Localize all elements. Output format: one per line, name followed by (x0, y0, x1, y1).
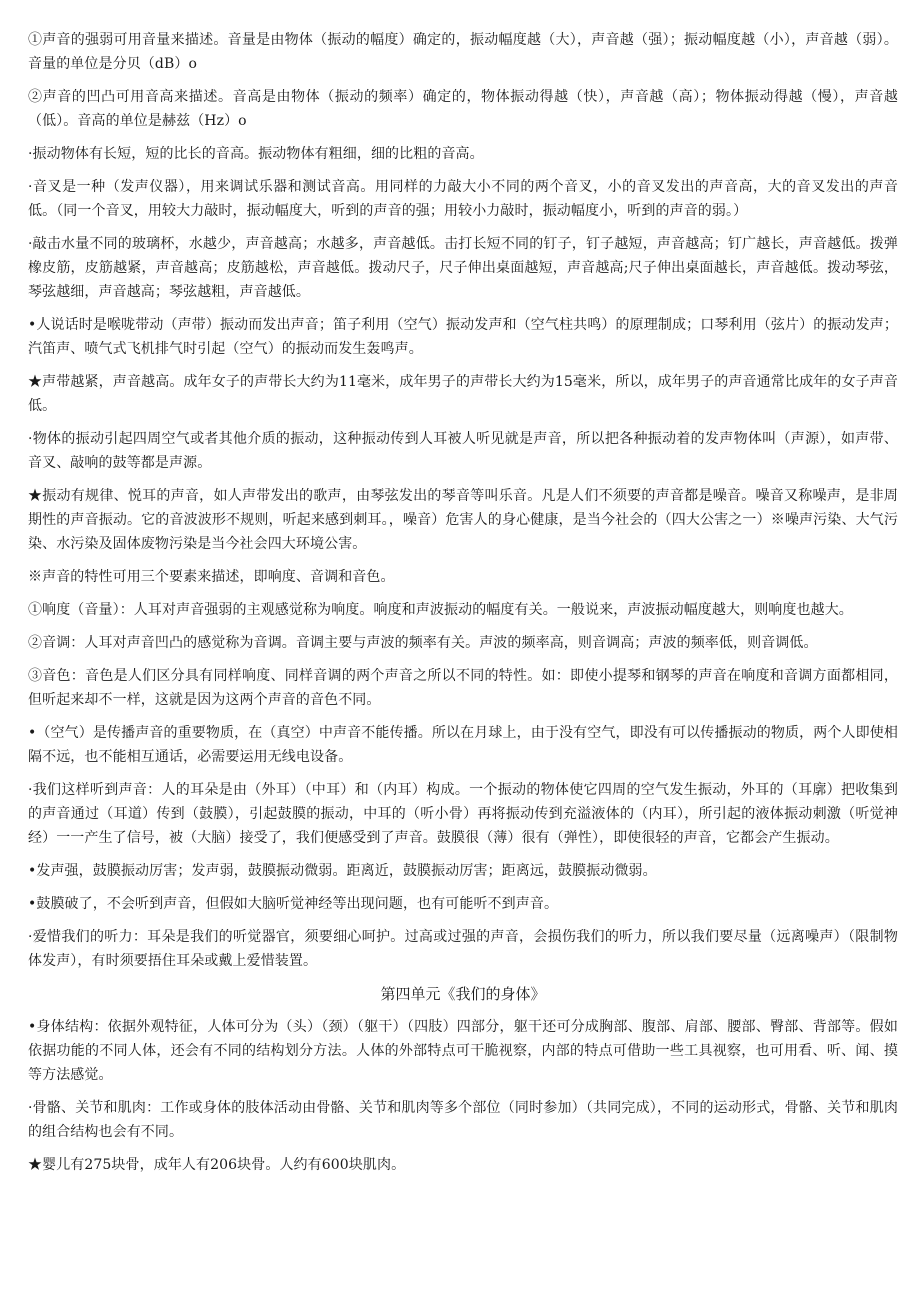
paragraph-tuning-fork: ·音叉是一种（发声仪器），用来调试乐器和测试音高。用同样的力敲大小不同的两个音叉，小的音叉发出的声音高，大的音叉发出的声音低。（同一个音叉，用较大力敲时，振动幅度大，听到的声音的强；用较小力敲时，振动幅度小，听到的声音的弱。） (28, 179, 898, 219)
paragraph-vocal-instruments: •人说话时是喉咙带动（声带）振动而发出声音；笛子利用（空气）振动发声和（空气柱共鸣）的原理制成；口琴利用（弦片）的振动发声；汽笛声、喷气式飞机排气时引起（空气）的振动而发生轰鸣声。 (28, 317, 898, 357)
paragraph-experiments: ·敲击水量不同的玻璃杯，水越少，声音越高；水越多，声音越低。击打长短不同的钉子，钉子越短，声音越高；钉广越长，声音越低。拨弹橡皮筋，皮筋越紧，声音越高；皮筋越松，声音越低。拨动尺子，尺子伸出桌面越短，声音越高;尺子伸出桌面越长，声音越低。拨动琴弦，琴弦越细，声音越高；琴弦越粗，声音越低。 (28, 236, 898, 300)
paragraph-eardrum-vibration: •发声强，鼓膜振动厉害；发声弱，鼓膜振动微弱。距离近，鼓膜振动厉害；距离远，鼓膜振动微弱。 (28, 863, 657, 879)
paragraph-sound-properties: ※声音的特性可用三个要素来描述，即响度、音调和音色。 (28, 569, 395, 585)
paragraph-loudness: ①响度（音量）：人耳对声音强弱的主观感觉称为响度。响度和声波振动的幅度有关。一般说来，声波振动幅度越大，则响度也越大。 (28, 602, 853, 618)
paragraph-sound-source: ·物体的振动引起四周空气或者其他介质的振动，这种振动传到人耳被人听见就是声音，所以把各种振动着的发声物体叫（声源），如声带、音叉、敲响的鼓等都是声源。 (28, 431, 898, 471)
paragraph-bone-count: ★婴儿有275块骨，成年人有206块骨。人约有600块肌肉。 (28, 1157, 406, 1173)
paragraph-timbre: ③音色：音色是人们区分具有同样响度、同样音调的两个声音之所以不同的特性。如：即使小提琴和钢琴的声音在响度和音调方面都相同，但听起来却不一样，这就是因为这两个声音的音色不同。 (28, 668, 898, 708)
paragraph-bones-joints-muscles: ·骨骼、关节和肌肉：工作或身体的肢体活动由骨骼、关节和肌肉等多个部位（同时参加）（共同完成），不同的运动形式，骨骼、关节和肌肉的组合结构也会有不同。 (28, 1100, 898, 1140)
paragraph-body-structure: •身体结构：依据外观特征，人体可分为（头）（颈）（躯干）（四肢）四部分，躯干还可分成胸部、腹部、肩部、腰部、臀部、背部等。假如依据功能的不同人体，还会有不同的结构划分方法。人体的外部特点可干脆视察，内部的特点可借助一些工具视察，也可用看、听、闻、摸等方法感觉。 (28, 1019, 898, 1083)
paragraph-hearing-process: ·我们这样听到声音：人的耳朵是由（外耳）（中耳）和（内耳）构成。一个振动的物体使它四周的空气发生振动，外耳的（耳廓）把收集到的声音通过（耳道）传到（鼓膜），引起鼓膜的振动，中耳的（听小骨）再将振动传到充溢液体的（内耳），所引起的液体振动刺激（听觉神经）一一产生了信号，被（大脑）接受了，我们便感受到了声音。鼓膜很（薄）很有（弹性），即使很轻的声音，它都会产生振动。 (28, 782, 898, 846)
paragraph-noise: ★振动有规律、悦耳的声音，如人声带发出的歌声，由琴弦发出的琴音等叫乐音。凡是人们不须要的声音都是噪音。噪音又称噪声，是非周期性的声音振动。它的音波波形不规则，听起来感到刺耳。，噪音）危害人的身心健康，是当今社会的（四大公害之一）※噪声污染、大气污染、水污染及固体废物污染是当今社会四大环境公害。 (28, 488, 898, 552)
paragraph-tone: ②音调：人耳对声音凹凸的感觉称为音调。音调主要与声波的频率有关。声波的频率高，则音调高；声波的频率低，则音调低。 (28, 635, 818, 651)
paragraph-pitch: ②声音的凹凸可用音高来描述。音高是由物体（振动的频率）确定的，物体振动得越（快），声音越（高）；物体振动得越（慢），声音越（低）。音高的单位是赫兹（Hz）o (28, 89, 898, 129)
paragraph-length-thickness: ·振动物体有长短，短的比长的音高。振动物体有粗细，细的比粗的音高。 (28, 146, 484, 162)
paragraph-volume: ①声音的强弱可用音量来描述。音量是由物体（振动的幅度）确定的，振动幅度越（大），声音越（强）；振动幅度越（小），声音越（弱）。音量的单位是分贝（dB）o (28, 32, 898, 72)
paragraph-eardrum-broken: •鼓膜破了，不会听到声音，但假如大脑听觉神经等出现问题，也有可能听不到声音。 (28, 896, 559, 912)
section-heading: 第四单元《我们的身体》 (380, 985, 546, 1003)
paragraph-medium: •（空气）是传播声音的重要物质，在（真空）中声音不能传播。所以在月球上，由于没有空气，即没有可以传播振动的物质，两个人即使相隔不远，也不能相互通话，必需要运用无线电设备。 (28, 725, 898, 765)
paragraph-protect-hearing: ·爱惜我们的听力：耳朵是我们的听觉器官，须要细心呵护。过高或过强的声音，会损伤我们的听力，所以我们要尽量（远离噪声）（限制物体发声），有时须要捂住耳朵或戴上爱惜装置。 (28, 929, 898, 969)
paragraph-vocal-cords: ★声带越紧，声音越高。成年女子的声带长大约为11毫米，成年男子的声带长大约为15毫米，所以，成年男子的声音通常比成年的女子声音低。 (28, 374, 898, 414)
